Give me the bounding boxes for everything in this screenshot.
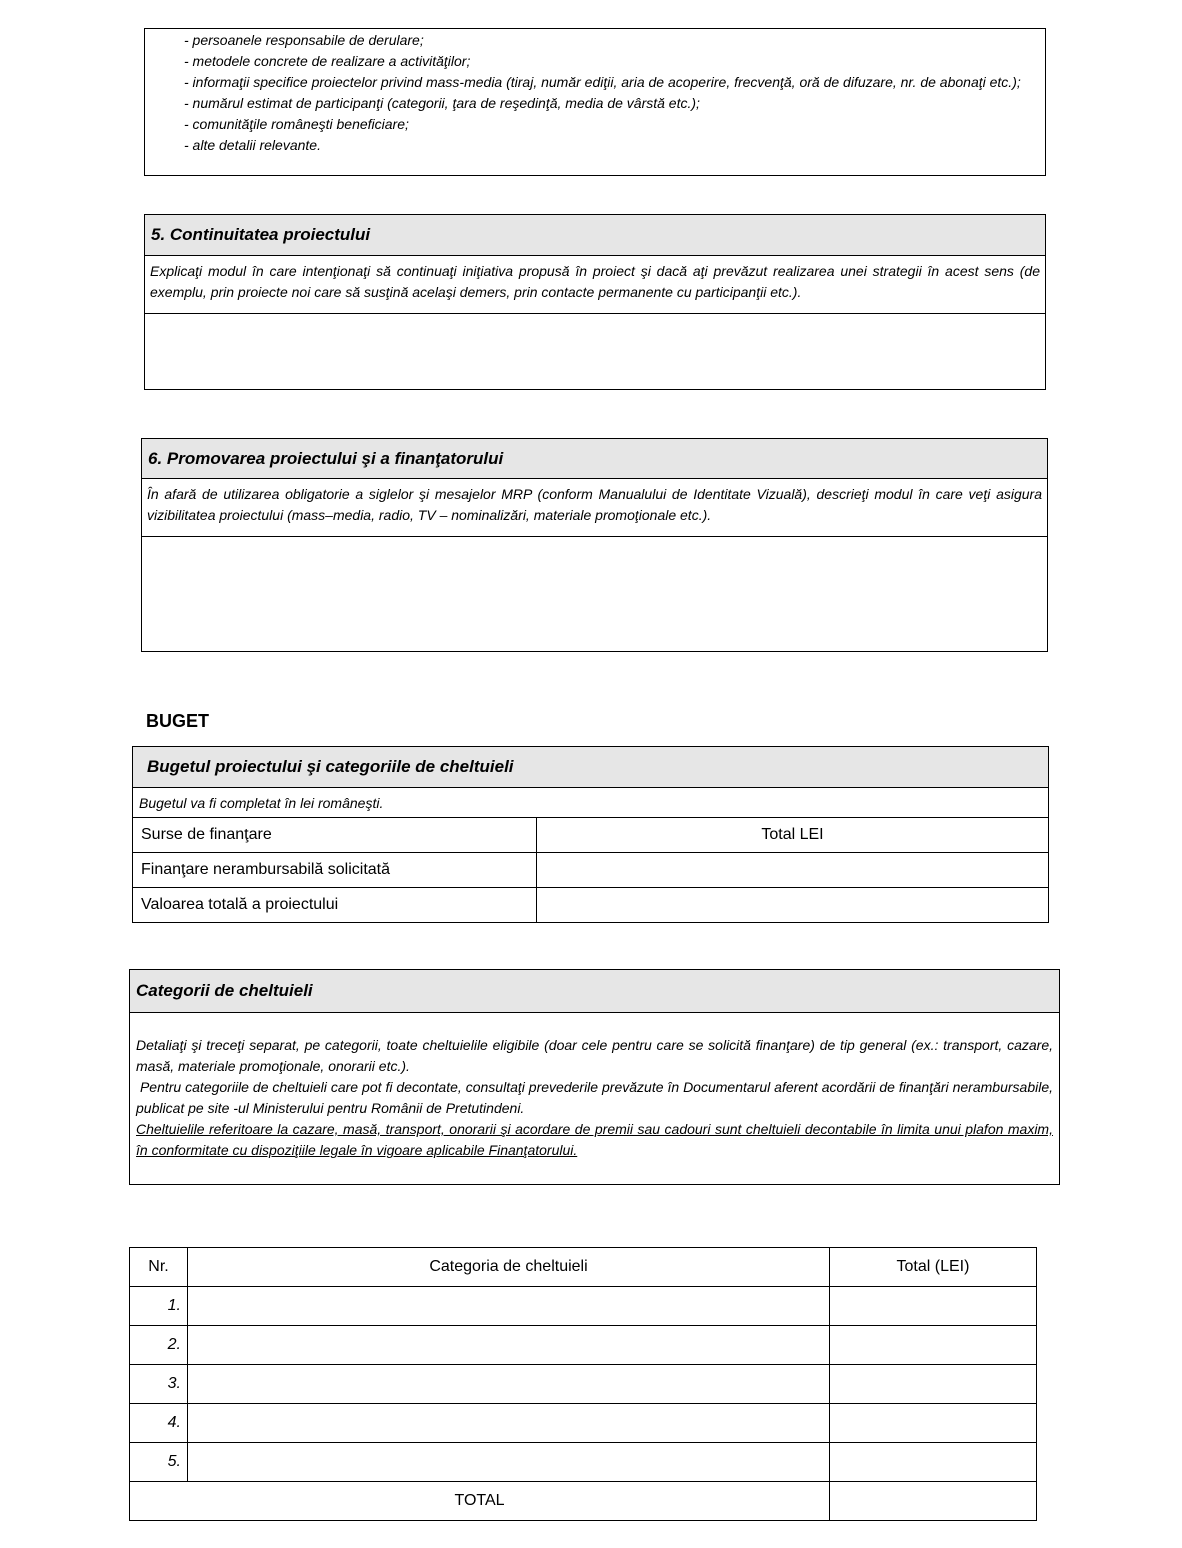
category-cell[interactable] xyxy=(188,1443,830,1482)
row-number: 3. xyxy=(130,1365,188,1404)
list-box xyxy=(144,28,1046,176)
paragraph: Detaliaţi şi treceţi separat, pe categorii, toate cheltuielile eligibile (doar cele pentru care se solicită finanţare) de tip general (ex.: transport, cazare, masă, materiale promoţionale, onorarii etc.). xyxy=(136,1037,1053,1074)
section-description: Explicaţi modul în care intenţionaţi să continuaţi iniţiativa propusă în proiect şi dacă aţi prevăzut realizarea unei strategii în acest sens (de exemplu, prin proiecte noi care să susţină acelaşi demers, prin contacte permanente cu participanţii etc.). xyxy=(145,256,1045,314)
paragraph: Pentru categoriile de cheltuieli care pot fi decontate, consultaţi prevederile prevăzute în Documentarul aferent acordării de finanţări nerambursabile, publicat pe site -ul Ministerului pentru Românii de Pretutindeni. xyxy=(136,1079,1057,1116)
category-cell[interactable] xyxy=(188,1404,830,1443)
paragraph-underlined xyxy=(136,1119,1053,1161)
grand-total-cell[interactable] xyxy=(830,1482,1037,1521)
column-header-total: Total (LEI) xyxy=(830,1248,1037,1287)
section-promovare xyxy=(141,438,1048,652)
total-label: TOTAL xyxy=(130,1482,830,1521)
underlined-text: Cheltuielile referitoare la cazare, masă, transport, onorarii şi acordare de premii sau cadouri sunt cheltuieli decontabile în limita unui plafon maxim, în conformitate cu dispoziţiile legale în vigoare aplicabile Finanţatorului. xyxy=(136,1121,1053,1158)
category-cell[interactable] xyxy=(188,1365,830,1404)
table-row xyxy=(130,1287,1037,1326)
section-description: În afară de utilizarea obligatorie a siglelor şi mesajelor MRP (conform Manualului de Identitate Vizuală), descrieţi modul în care veţi asigura vizibilitatea proiectului (mass–media, radio, TV – nominalizări, materiale promoţionale etc.). xyxy=(142,479,1047,537)
table-total-row xyxy=(130,1482,1037,1521)
row-label: Finanţare nerambursabilă solicitată xyxy=(133,853,537,888)
section-title: Categorii de cheltuieli xyxy=(130,970,1059,1013)
total-cell[interactable] xyxy=(830,1326,1037,1365)
column-header-source: Surse de finanţare xyxy=(133,818,537,853)
row-number: 5. xyxy=(130,1443,188,1482)
list-item: - informaţii specifice proiectelor privind mass-media (tiraj, număr ediţii, aria de acoperire, frecvenţă, oră de difuzare, nr. de abonaţi etc.); xyxy=(184,74,1021,90)
table-row xyxy=(130,1443,1037,1482)
budget-note: Bugetul va fi completat în lei româneşti. xyxy=(133,788,1049,818)
list-item: - numărul estimat de participanţi (categorii, ţara de reşedinţă, media de vârstă etc.); xyxy=(184,95,700,111)
row-number: 2. xyxy=(130,1326,188,1365)
table-row xyxy=(130,1326,1037,1365)
budget-heading: BUGET xyxy=(146,711,209,731)
total-cell[interactable] xyxy=(830,1404,1037,1443)
section-title: 6. Promovarea proiectului şi a finanţatorului xyxy=(142,439,1047,479)
category-cell[interactable] xyxy=(188,1287,830,1326)
section-title: 5. Continuitatea proiectului xyxy=(145,215,1045,256)
table-row xyxy=(133,853,1049,888)
answer-area[interactable] xyxy=(145,314,1045,389)
budget-table-title: Bugetul proiectului şi categoriile de cheltuieli xyxy=(133,747,1049,788)
column-header-total: Total LEI xyxy=(537,818,1049,853)
row-number: 4. xyxy=(130,1404,188,1443)
column-header-nr: Nr. xyxy=(130,1248,188,1287)
total-cell[interactable] xyxy=(830,1287,1037,1326)
column-header-category: Categoria de cheltuieli xyxy=(188,1248,830,1287)
cost-table xyxy=(129,1247,1037,1521)
total-cell[interactable] xyxy=(830,1365,1037,1404)
categorii-text xyxy=(130,1013,1059,1161)
answer-area[interactable] xyxy=(142,537,1047,651)
row-label: Valoarea totală a proiectului xyxy=(133,888,537,923)
list-item: - metodele concrete de realizare a activităţilor; xyxy=(184,53,471,69)
value-cell[interactable] xyxy=(537,853,1049,888)
table-row xyxy=(130,1365,1037,1404)
row-number: 1. xyxy=(130,1287,188,1326)
list-item: - persoanele responsabile de derulare; xyxy=(184,32,424,48)
budget-table xyxy=(132,746,1049,923)
category-cell[interactable] xyxy=(188,1326,830,1365)
value-cell[interactable] xyxy=(537,888,1049,923)
list-item: - comunităţile româneşti beneficiare; xyxy=(184,116,409,132)
table-row xyxy=(130,1404,1037,1443)
list-item: - alte detalii relevante. xyxy=(184,137,321,153)
total-cell[interactable] xyxy=(830,1443,1037,1482)
section-continuitate xyxy=(144,214,1046,390)
categorii-box xyxy=(129,969,1060,1185)
table-row xyxy=(133,888,1049,923)
